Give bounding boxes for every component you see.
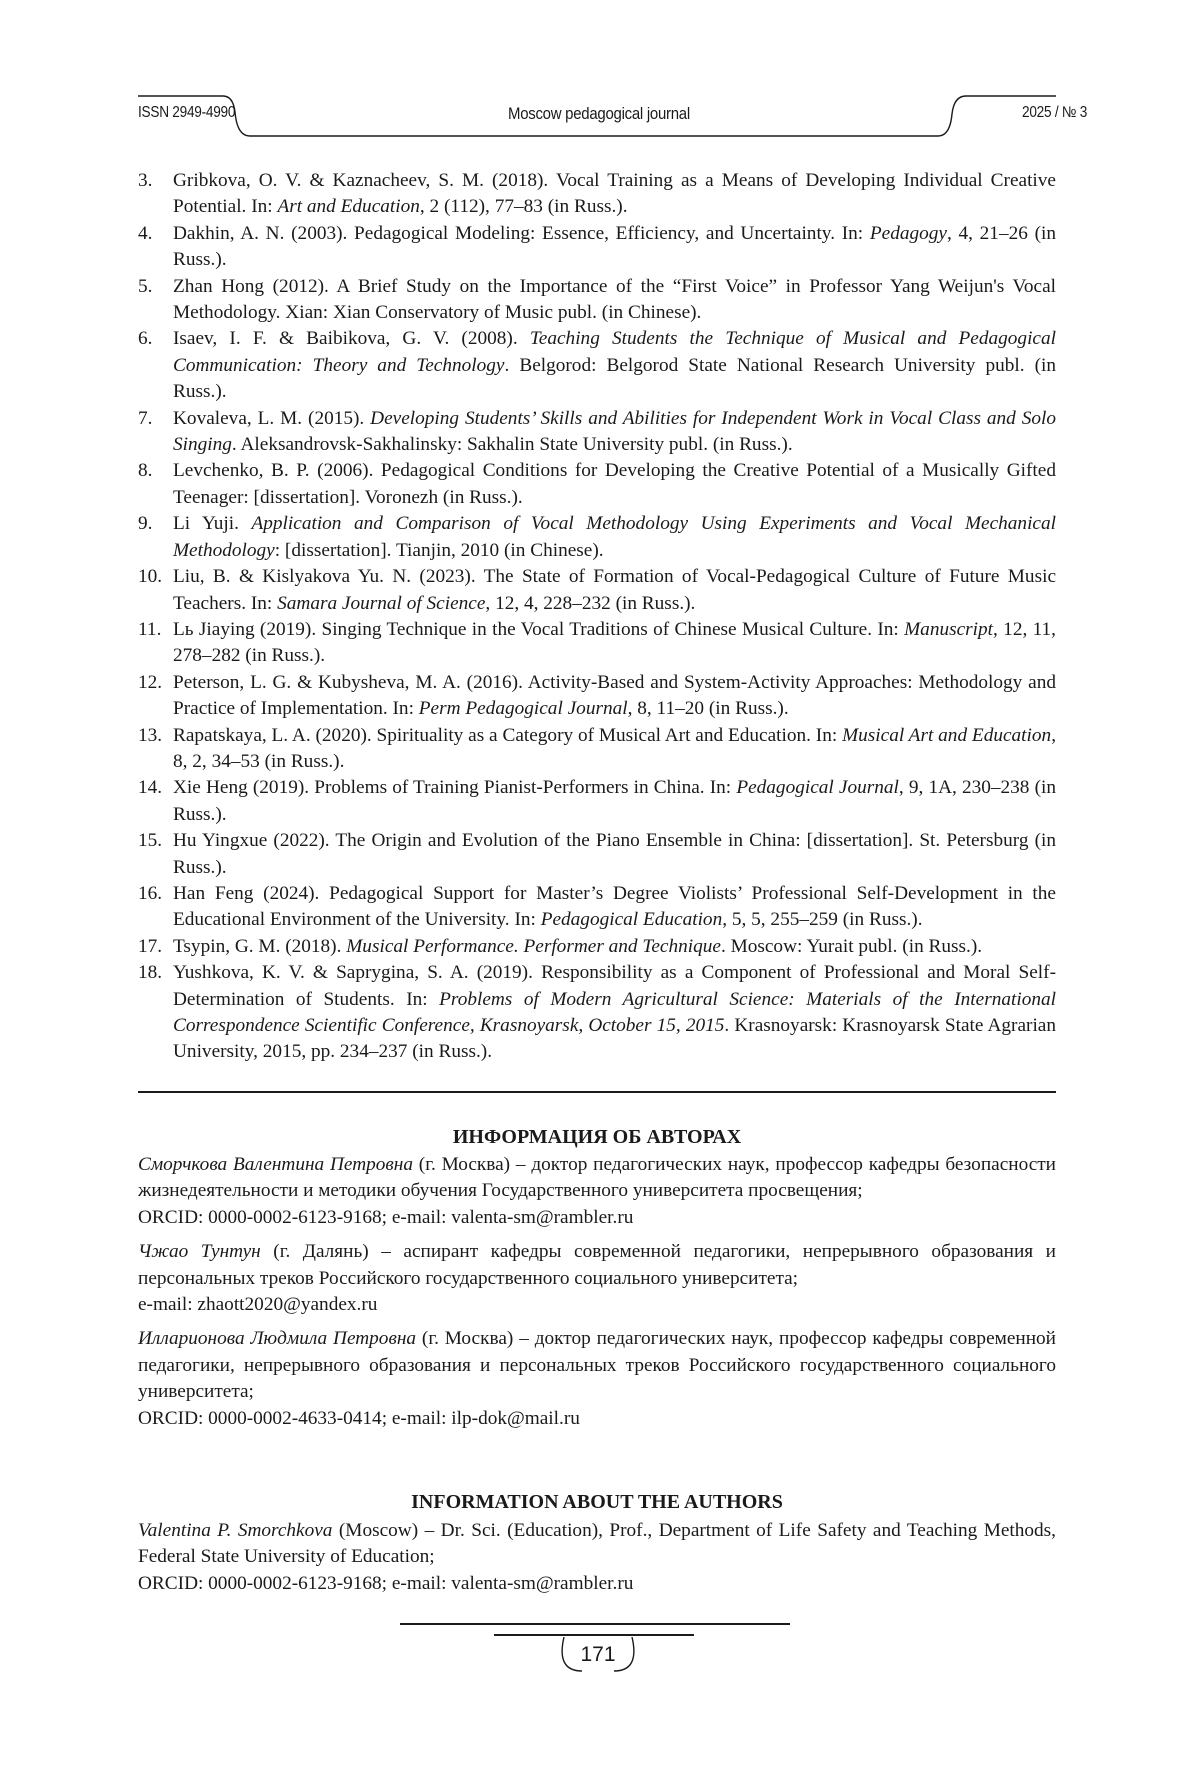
reference-item xyxy=(138,326,1056,405)
reference-text: Han Feng (2024). Pedagogical Support for Master’s Degree Violists’ Professional Self-Development in the Educational Environment of the University. In: xyxy=(173,882,1056,931)
reference-text: . Moscow: Yurait publ. (in Russ.). xyxy=(720,935,983,957)
author-contact: ORCID: 0000-0002-6123-9168; e-mail: valenta-sm@rambler.ru xyxy=(138,1572,634,1594)
footer-rule xyxy=(400,1623,790,1625)
reference-text: , 9, 1A, 230–238 (in Russ.). xyxy=(173,777,1056,825)
reference-text: , 8, 11–20 (in Russ.). xyxy=(627,698,789,720)
reference-list xyxy=(138,168,1056,1066)
reference-item xyxy=(138,881,1056,934)
reference-title-italic: Manuscript xyxy=(904,618,994,640)
reference-item xyxy=(138,775,1056,828)
reference-title-italic: Musical Performance. Performer and Technique xyxy=(346,935,721,957)
reference-text: Kovaleva, L. M. (2015). xyxy=(173,407,371,429)
author-entry xyxy=(138,1326,1056,1432)
reference-item xyxy=(138,274,1056,327)
reference-item xyxy=(138,406,1056,459)
reference-text: Gribkova, O. V. & Kaznacheev, S. M. (2018). Vocal Training as a Means of Developing Individual Creative Potential. In: xyxy=(173,170,1056,218)
reference-text: Liu, B. & Kislyakova Yu. N. (2023). The State of Formation of Vocal-Pedagogical Culture of Future Music Teachers. In: xyxy=(173,566,1056,614)
reference-title-italic: Problems of Modern Agricultural Science: Materials of the International Correspondence Scientific Conference, Krasnoyarsk, October 15, 2015 xyxy=(173,988,1056,1036)
contact-link[interactable]: ; xyxy=(381,1407,388,1429)
author-name: Сморчкова Валентина Петровна xyxy=(138,1154,413,1175)
reference-number: 12. xyxy=(138,671,163,693)
reference-number: 16. xyxy=(138,882,163,904)
reference-text: Xie Heng (2019). Problems of Training Pianist-Performers in China. In: xyxy=(173,777,737,799)
reference-text: Peterson, L. G. & Kubysheva, M. A. (2016). Activity-Based and System-Activity Approaches: Methodology and Practice of Implementation. In: xyxy=(173,671,1056,720)
reference-title-italic: Pedagogical Education xyxy=(540,909,723,931)
ru-authors-block xyxy=(138,1152,1056,1440)
reference-text: , 4, 21–26 (in Russ.). xyxy=(173,222,1056,271)
author-name: Илларионова Людмила Петровна xyxy=(138,1328,417,1350)
reference-title-italic: Teaching Students the Technique of Musical and Pedagogical Communication: Theory and Technology xyxy=(173,328,1056,376)
reference-text: Dakhin, A. N. (2003). Pedagogical Modeling: Essence, Efficiency, and Uncertainty. In: xyxy=(173,222,870,244)
reference-text: . Belgorod: Belgorod State National Research University publ. (in Russ.). xyxy=(173,354,1057,403)
reference-item xyxy=(138,617,1056,670)
reference-item xyxy=(138,960,1056,1066)
reference-item xyxy=(138,511,1056,564)
reference-number: 15. xyxy=(138,830,163,852)
reference-text: Isaev, I. F. & Baibikova, G. V. (2008). xyxy=(173,328,530,350)
reference-number: 8. xyxy=(138,460,153,482)
reference-number: 13. xyxy=(138,724,163,746)
reference-text: , 12, 11, 278–282 (in Russ.). xyxy=(173,618,1056,667)
reference-item xyxy=(138,723,1056,776)
reference-text: , 12, 4, 228–232 (in Russ.). xyxy=(485,592,696,614)
author-name: Чжао Тунтун xyxy=(138,1241,261,1263)
reference-title-italic: Pedagogical Journal xyxy=(736,777,899,799)
reference-number: 6. xyxy=(138,328,153,350)
ru-authors-heading: ИНФОРМАЦИЯ ОБ АВТОРАХ xyxy=(452,1126,742,1148)
reference-title-italic: Art and Education xyxy=(277,196,420,218)
running-header xyxy=(138,92,1088,138)
reference-number: 9. xyxy=(138,513,153,535)
reference-text: . Krasnoyarsk: Krasnoyarsk State Agrarian University, 2015, pp. 234–237 (in Russ.). xyxy=(173,1015,1057,1063)
reference-number: 14. xyxy=(138,777,163,799)
reference-item xyxy=(138,828,1056,881)
en-authors-block xyxy=(138,1518,1056,1605)
author-description: (Moscow) – Dr. Sci. (Education), Prof., Department of Life Safety and Teaching Methods, Federal State University of Education; xyxy=(138,1520,1056,1568)
reference-text: Hu Yingxue (2022). The Origin and Evolution of the Piano Ensemble in China: [dissertation]. St. Petersburg (in Russ.). xyxy=(173,830,1056,878)
reference-item xyxy=(138,564,1056,617)
page-number xyxy=(558,1637,638,1675)
footer-rule-short xyxy=(494,1634,694,1636)
reference-title-italic: Samara Journal of Science xyxy=(277,592,486,614)
reference-text: Yushkova, K. V. & Saprygina, S. A. (2019). Responsibility as a Component of Professional and Moral Self-Determination of Students. In: xyxy=(173,962,1056,1010)
reference-number: 11. xyxy=(138,618,162,640)
author-contact: ORCID: 0000-0002-4633-0414 xyxy=(138,1407,382,1429)
reference-title-italic: Perm Pedagogical Journal xyxy=(418,698,628,720)
author-contact: ORCID: 0000-0002-6123-9168; e-mail: valenta-sm@rambler.ru xyxy=(138,1206,634,1228)
reference-text: Rapatskaya, L. A. (2020). Spirituality as a Category of Musical Art and Education. In: xyxy=(173,724,843,746)
reference-title-italic: Application and Comparison of Vocal Methodology Using Experiments and Vocal Mechanical Methodology xyxy=(173,513,1056,561)
reference-number: 17. xyxy=(138,935,163,957)
en-authors-heading: INFORMATION ABOUT THE AUTHORS xyxy=(411,1491,783,1513)
reference-number: 4. xyxy=(138,222,153,244)
reference-text: , 8, 2, 34–53 (in Russ.). xyxy=(173,724,1057,772)
reference-text: , 2 (112), 77–83 (in Russ.). xyxy=(419,196,628,218)
reference-text: Zhan Hong (2012). A Brief Study on the Importance of the “First Voice” in Professor Yang Weijun's Vocal Methodology. Xian: Xian Conservatory of Music publ. (in Chinese). xyxy=(173,275,1056,324)
reference-text: Lь Jiaying (2019). Singing Technique in the Vocal Traditions of Chinese Musical Culture. In: xyxy=(173,618,905,640)
reference-number: 3. xyxy=(138,170,153,191)
reference-number: 18. xyxy=(138,962,163,984)
author-name: Valentina P. Smorchkova xyxy=(138,1520,333,1541)
reference-text: , 5, 5, 255–259 (in Russ.). xyxy=(722,909,923,931)
journal-title: Moscow pedagogical journal xyxy=(508,104,690,123)
author-email: e-mail: ilp-dok@mail.ru xyxy=(387,1407,580,1429)
author-entry xyxy=(138,1518,1056,1597)
author-entry xyxy=(138,1152,1056,1231)
reference-title-italic: Musical Art and Education xyxy=(842,724,1052,746)
author-description: (г. Москва) – доктор педагогических наук, профессор кафедры современной педагогики, непрерывного образования и персональных треков Российского государственного социального университета; xyxy=(138,1328,1056,1403)
reference-item xyxy=(138,221,1056,274)
author-entry xyxy=(138,1239,1056,1318)
reference-item xyxy=(138,670,1056,723)
page-number-text: 171 xyxy=(580,1643,616,1666)
reference-text: . Aleksandrovsk-Sakhalinsky: Sakhalin State University publ. (in Russ.). xyxy=(231,434,793,456)
reference-text: Tsypin, G. M. (2018). xyxy=(173,935,347,957)
reference-text: Li Yuji. xyxy=(173,513,252,535)
reference-title-italic: Developing Students’ Skills and Abilities for Independent Work in Vocal Class and Solo Singing xyxy=(173,407,1057,456)
reference-title-italic: Pedagogy xyxy=(869,222,947,244)
section-divider xyxy=(138,1091,1056,1093)
reference-text: : [dissertation]. Tianjin, 2010 (in Chinese). xyxy=(274,539,604,561)
reference-number: 7. xyxy=(138,407,153,429)
reference-number: 5. xyxy=(138,275,153,297)
author-contact: e-mail: zhaott2020@yandex.ru xyxy=(138,1294,378,1316)
reference-item xyxy=(138,458,1056,511)
author-description: (г. Далянь) – аспирант кафедры современной педагогики, непрерывного образования и персональных треков Российского государственного социального университета; xyxy=(138,1241,1056,1289)
author-description: (г. Москва) – доктор педагогических наук, профессор кафедры безопасности жизнедеятельности и методики обучения Государственного университета просвещения; xyxy=(138,1154,1057,1202)
reference-item xyxy=(138,934,1056,960)
issn-label: ISSN 2949-4990 xyxy=(138,104,236,121)
reference-number: 10. xyxy=(138,566,163,588)
reference-item xyxy=(138,168,1056,221)
issue-label: 2025 / № 3 xyxy=(1022,104,1088,121)
reference-text: Levchenko, B. P. (2006). Pedagogical Conditions for Developing the Creative Potential of a Musically Gifted Teenager: [dissertation]. Voronezh (in Russ.). xyxy=(173,460,1056,508)
